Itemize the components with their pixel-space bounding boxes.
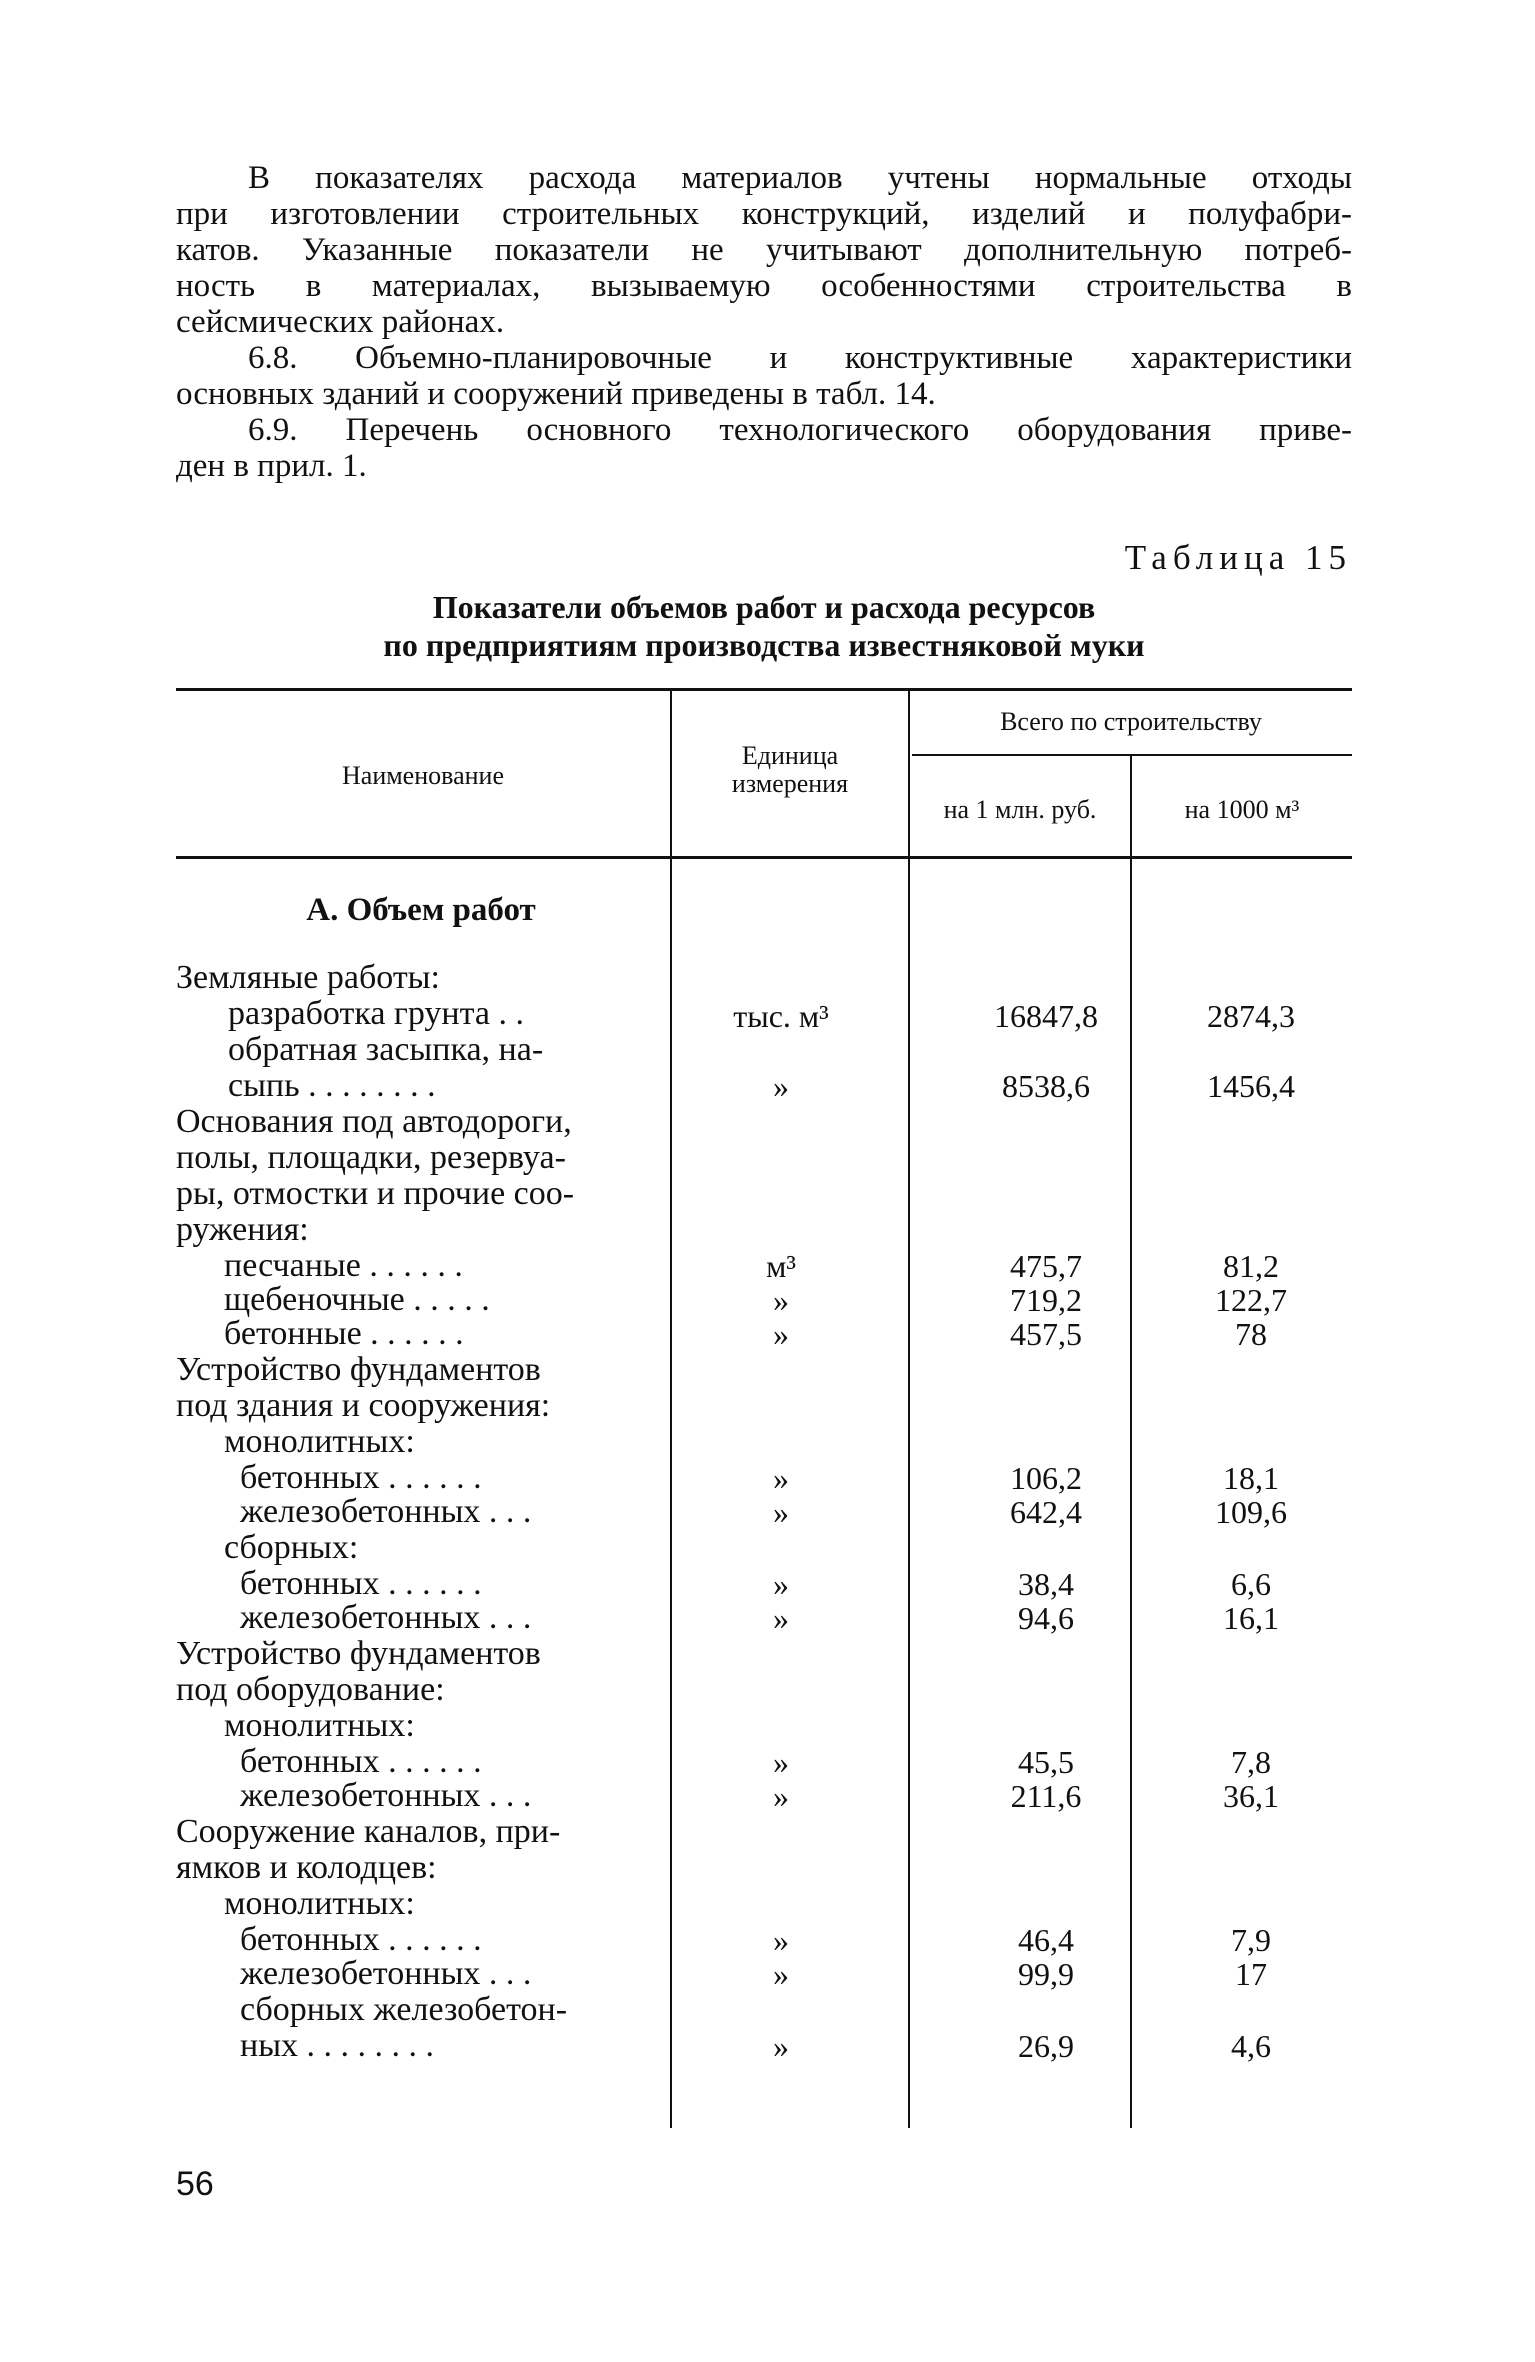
intro-line: катов. Указанные показатели не учитывают дополнительную потреб- [176,232,1352,268]
row-label: песчаные . . . . . . [224,1247,463,1284]
row-value-per-1000: 16,1 [1223,1600,1279,1636]
table-title [176,588,1352,664]
row-label: сборных: [224,1529,359,1566]
row-value-per-mln: 46,4 [1018,1922,1074,1958]
row-unit: » [773,1282,789,1318]
row-unit: » [773,1744,789,1780]
intro-line: при изготовлении строительных конструкций, изделий и полуфабри- [176,196,1352,232]
header-unit [672,742,908,798]
intro-paragraph-2 [176,340,1352,412]
row-label: бетонных . . . . . . [240,1459,482,1496]
row-value-per-mln: 642,4 [1010,1494,1082,1530]
table-title-line: Показатели объемов работ и расхода ресурсов [432,589,1096,625]
row-label: Устройство фундаментов [176,1635,541,1672]
row-value-per-mln: 99,9 [1018,1956,1074,1992]
row-value-per-mln: 719,2 [1010,1282,1082,1318]
row-label: монолитных: [224,1707,415,1744]
table-number: Таблица 15 [1124,538,1352,577]
header-bottom-rule [176,856,1352,859]
row-label: бетонных . . . . . . [240,1921,482,1958]
row-label: монолитных: [224,1423,415,1460]
row-label: Устройство фундаментов [176,1351,541,1388]
row-unit: » [773,2028,789,2064]
row-label: железобетонных . . . [240,1777,532,1814]
row-value-per-mln: 106,2 [1010,1460,1082,1496]
row-value-per-mln: 211,6 [1010,1778,1082,1814]
row-value-per-mln: 38,4 [1018,1566,1074,1602]
row-label: железобетонных . . . [240,1493,532,1530]
intro-paragraph-3 [176,412,1352,484]
header-unit-line: Единица [741,741,839,770]
intro-paragraph-1 [176,160,1352,340]
header-group: Всего по строительству [1000,707,1262,736]
row-value-per-mln: 475,7 [1010,1248,1082,1284]
row-value-per-1000: 18,1 [1223,1460,1279,1496]
row-label: бетонных . . . . . . [240,1743,482,1780]
row-unit: » [773,1922,789,1958]
row-label: бетонных . . . . . . [240,1565,482,1602]
row-value-per-1000: 78 [1235,1316,1267,1352]
header-per-mln: на 1 млн. руб. [943,795,1097,824]
row-label: ры, отмостки и прочие соо- [176,1175,575,1212]
row-value-per-mln: 16847,8 [994,998,1098,1034]
row-value-per-mln: 8538,6 [1002,1068,1090,1104]
row-label: щебеночные . . . . . [224,1281,490,1318]
intro-line: сейсмических районах. [176,304,505,340]
row-unit: » [773,1068,789,1104]
row-label: ямков и колодцев: [176,1849,437,1886]
row-value-per-1000: 17 [1235,1956,1267,1992]
row-value-per-1000: 7,9 [1231,1922,1271,1958]
row-value-per-1000: 36,1 [1223,1778,1279,1814]
section-title: А. Объем работ [306,892,536,928]
row-label: под оборудование: [176,1671,445,1708]
table-top-rule [176,688,1352,691]
row-label: сборных железобетон- [240,1991,568,2028]
column-divider-2 [908,688,910,2128]
row-unit: » [773,1316,789,1352]
row-label: Сооружение каналов, при- [176,1813,561,1850]
document-page [176,0,1352,2362]
row-unit: » [773,1778,789,1814]
row-value-per-1000: 4,6 [1231,2028,1271,2064]
group-header-rule [912,754,1352,756]
row-unit: тыс. м³ [733,998,829,1034]
intro-line: ден в прил. 1. [176,448,367,484]
row-value-per-1000: 6,6 [1231,1566,1271,1602]
row-label: обратная засыпка, на- [228,1031,544,1068]
header-name: Наименование [342,761,504,790]
column-divider-1 [670,688,672,2128]
row-unit: » [773,1460,789,1496]
intro-line: 6.9. Перечень основного технологического оборудования приве- [248,412,1352,448]
row-value-per-1000: 7,8 [1231,1744,1271,1780]
row-unit: » [773,1956,789,1992]
row-unit: » [773,1494,789,1530]
row-label: полы, площадки, резервуа- [176,1139,566,1176]
row-label: Земляные работы: [176,959,440,996]
row-label: железобетонных . . . [240,1599,532,1636]
row-value-per-mln: 457,5 [1010,1316,1082,1352]
intro-line: основных зданий и сооружений приведены в табл. 14. [176,376,936,412]
row-label: сыпь . . . . . . . . [228,1067,436,1104]
row-value-per-mln: 94,6 [1018,1600,1074,1636]
row-label: бетонные . . . . . . [224,1315,464,1352]
row-label: разработка грунта . . [228,995,524,1032]
row-value-per-1000: 81,2 [1223,1248,1279,1284]
row-label: монолитных: [224,1885,415,1922]
row-value-per-1000: 1456,4 [1207,1068,1295,1104]
row-label: под здания и сооружения: [176,1387,551,1424]
row-value-per-1000: 109,6 [1215,1494,1287,1530]
row-unit: » [773,1566,789,1602]
row-value-per-1000: 122,7 [1215,1282,1287,1318]
row-value-per-mln: 45,5 [1018,1744,1074,1780]
header-per-1000: на 1000 м³ [1184,795,1300,824]
row-value-per-1000: 2874,3 [1207,998,1295,1034]
row-label: железобетонных . . . [240,1955,532,1992]
header-unit-line: измерения [731,769,849,798]
intro-line: 6.8. Объемно-планировочные и конструктивные характеристики [248,340,1352,376]
row-label: ружения: [176,1211,309,1248]
table-title-line: по предприятиям производства известняковой муки [383,627,1145,663]
row-label: Основания под автодороги, [176,1103,572,1140]
page-number: 56 [176,2165,214,2203]
row-unit: м³ [766,1248,796,1284]
intro-line: В показателях расхода материалов учтены нормальные отходы [248,160,1352,196]
row-label: ных . . . . . . . . [240,2027,435,2064]
row-value-per-mln: 26,9 [1018,2028,1074,2064]
intro-line: ность в материалах, вызываемую особенностями строительства в [176,268,1352,304]
row-unit: » [773,1600,789,1636]
